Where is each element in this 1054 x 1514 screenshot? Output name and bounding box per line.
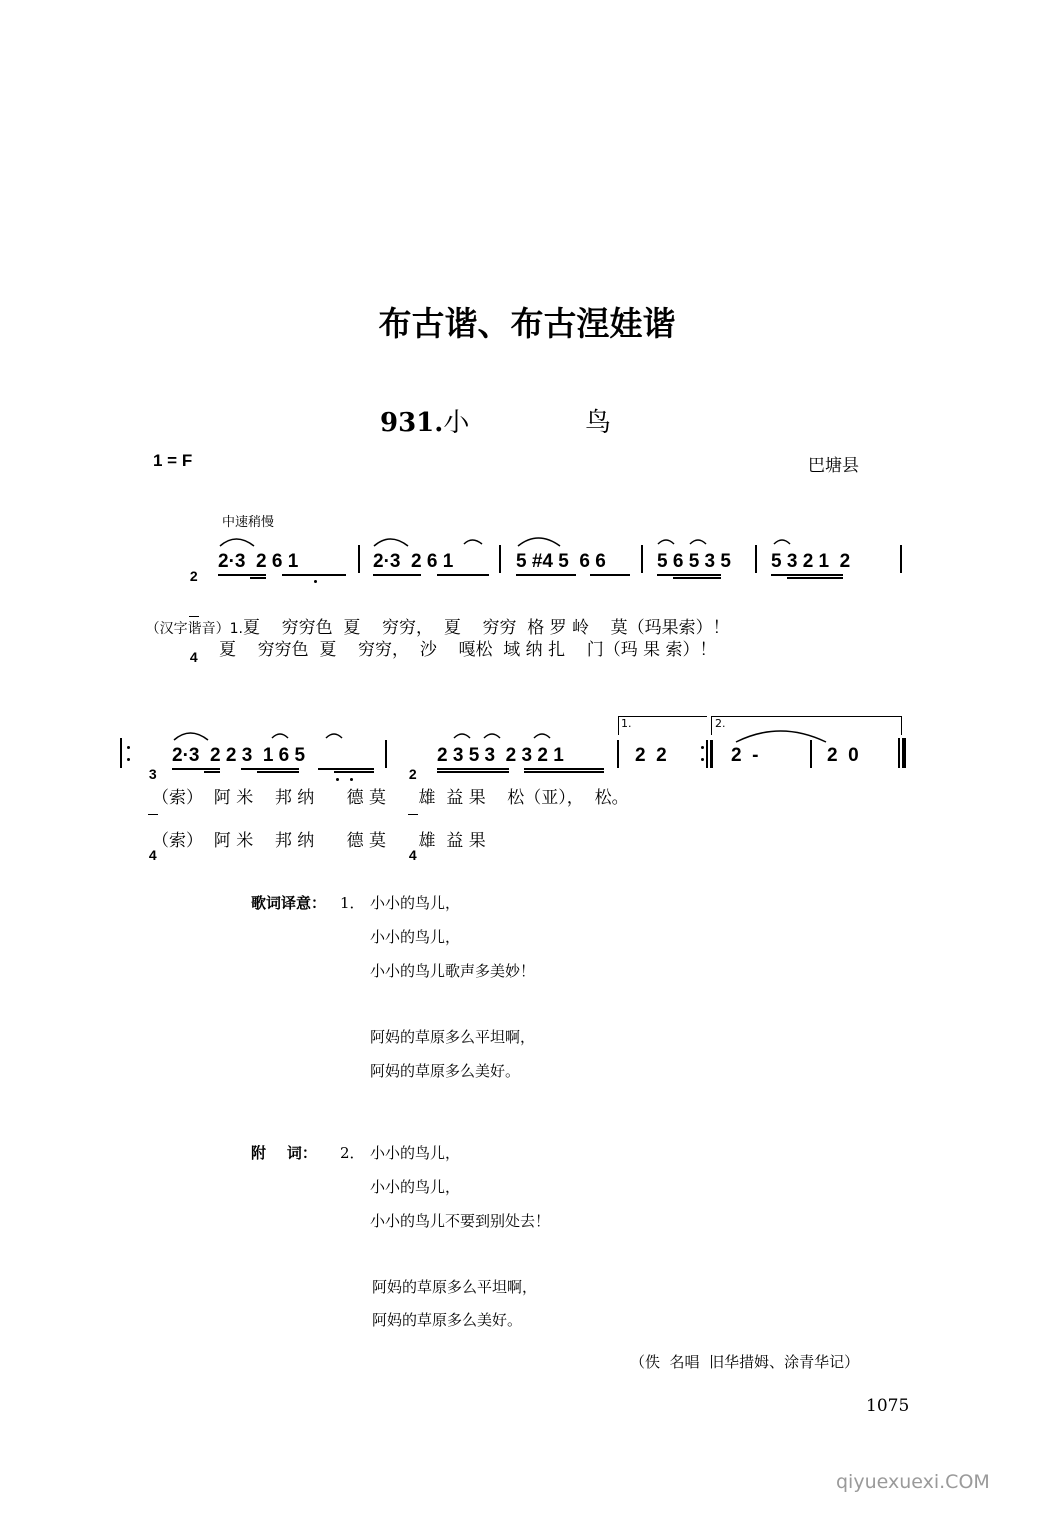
beam-underline bbox=[318, 768, 374, 770]
section-title: 布古谐、布古涅娃谐 bbox=[378, 304, 676, 343]
song-title-part-1: 小 bbox=[443, 408, 470, 438]
song-number: 931. bbox=[380, 408, 444, 438]
translation-label: 歌词译意： bbox=[251, 894, 327, 912]
beam-underline bbox=[657, 574, 721, 576]
translation-line: 小小的鸟儿， bbox=[370, 894, 461, 912]
final-barline bbox=[898, 738, 900, 768]
beam-underline bbox=[787, 577, 843, 579]
repeat-end-barline-thick bbox=[710, 740, 713, 768]
final-barline-thick bbox=[902, 738, 906, 768]
verse-number: 1． bbox=[340, 894, 365, 912]
repeat-dot bbox=[127, 746, 130, 749]
beam-underline bbox=[590, 574, 630, 576]
barline bbox=[617, 740, 619, 768]
time-signature: 2 4 bbox=[408, 766, 417, 863]
lyric-line-2: （索） 阿 米 邦 纳 德 莫 雄 益 果 bbox=[152, 831, 486, 851]
appendix-label: 附 词： bbox=[251, 1144, 317, 1162]
song-title bbox=[380, 402, 612, 439]
page-number: 1075 bbox=[866, 1396, 910, 1416]
measure-4: 2 - bbox=[731, 745, 759, 766]
beam-underline bbox=[437, 771, 509, 773]
beam-underline bbox=[250, 577, 266, 579]
measure-1: 2·3 2 6 1 bbox=[218, 551, 299, 572]
appendix-line: 小小的鸟儿， bbox=[370, 1178, 461, 1196]
appendix-line: 小小的鸟儿不要到别处去！ bbox=[370, 1212, 551, 1230]
beam-underline bbox=[373, 574, 421, 576]
translation-line: 阿妈的草原多么平坦啊， bbox=[370, 1028, 536, 1046]
translation-line: 小小的鸟儿， bbox=[370, 928, 461, 946]
region: 巴塘县 bbox=[808, 456, 859, 476]
beam-underline bbox=[204, 771, 220, 773]
barline bbox=[810, 740, 812, 768]
beam-underline bbox=[334, 771, 374, 773]
appendix-line: 阿妈的草原多么美好。 bbox=[372, 1311, 523, 1329]
volta-1-bracket: 1. bbox=[618, 716, 707, 735]
translation-line: 小小的鸟儿歌声多美妙！ bbox=[370, 962, 536, 980]
lyric-line-2: 夏 穷穷色 夏 穷穷， 沙 嘎松 域 纳 扎 门（玛 果 索）！ bbox=[219, 640, 717, 660]
repeat-dot bbox=[127, 758, 130, 761]
repeat-dot bbox=[701, 746, 704, 749]
barline bbox=[385, 740, 387, 768]
measure-5: 5 3 2 1 2 bbox=[771, 551, 851, 572]
translation-line: 阿妈的草原多么美好。 bbox=[370, 1062, 521, 1080]
slurs bbox=[170, 722, 870, 744]
slurs bbox=[216, 530, 906, 550]
measure-3: 5 #4 5 6 6 bbox=[516, 551, 606, 572]
song-title-part-2: 鸟 bbox=[585, 408, 612, 438]
time-signature: 3 4 bbox=[148, 766, 157, 863]
beam-underline bbox=[524, 768, 604, 770]
repeat-start-barline bbox=[120, 738, 122, 768]
volta-2-bracket: 2. bbox=[711, 716, 902, 735]
lyric-line-1: （索） 阿 米 邦 纳 德 莫 雄 益 果 松（亚）， 松。 bbox=[152, 788, 629, 808]
appendix-line: 小小的鸟儿， bbox=[370, 1144, 461, 1162]
repeat-end-barline bbox=[706, 740, 708, 768]
measure-2: 2·3 2 6 1 bbox=[373, 551, 454, 572]
beam-underline bbox=[172, 768, 220, 770]
key-signature: 1 = F bbox=[153, 451, 193, 470]
beam-underline bbox=[218, 574, 266, 576]
measure-3: 2 2 bbox=[635, 745, 667, 766]
measure-5: 2 0 bbox=[827, 745, 859, 766]
lower-octave-dot bbox=[350, 778, 353, 781]
tempo-marking: 中速稍慢 bbox=[222, 515, 275, 530]
beam-underline bbox=[282, 574, 346, 576]
beam-underline bbox=[257, 771, 299, 773]
verse-number: 2． bbox=[340, 1144, 365, 1162]
lower-octave-dot bbox=[336, 778, 339, 781]
watermark: qiyuexuexi.COM bbox=[836, 1471, 990, 1493]
beam-underline bbox=[771, 574, 843, 576]
repeat-dot bbox=[701, 758, 704, 761]
beam-underline bbox=[673, 577, 721, 579]
beam-underline bbox=[437, 574, 489, 576]
measure-1: 2·3 2 2 3 1 6 5 bbox=[172, 745, 306, 766]
time-signature: 2 4 bbox=[189, 568, 198, 665]
lyric-line-1: （汉字谐音）1.夏 穷穷色 夏 穷穷， 夏 穷穷 格 罗 岭 莫（玛果索）！ bbox=[145, 618, 730, 638]
beam-underline bbox=[516, 574, 576, 576]
measure-4: 5 6 5 3 5 bbox=[657, 551, 731, 572]
credit: （佚 名唱 旧华措姆、涂青华记） bbox=[630, 1353, 860, 1371]
beam-underline bbox=[524, 771, 604, 773]
beam-underline bbox=[437, 768, 509, 770]
lower-octave-dot bbox=[314, 580, 317, 583]
measure-2: 2 3 5 3 2 3 2 1 bbox=[437, 745, 564, 766]
beam-underline bbox=[241, 768, 299, 770]
appendix-line: 阿妈的草原多么平坦啊， bbox=[372, 1278, 538, 1296]
